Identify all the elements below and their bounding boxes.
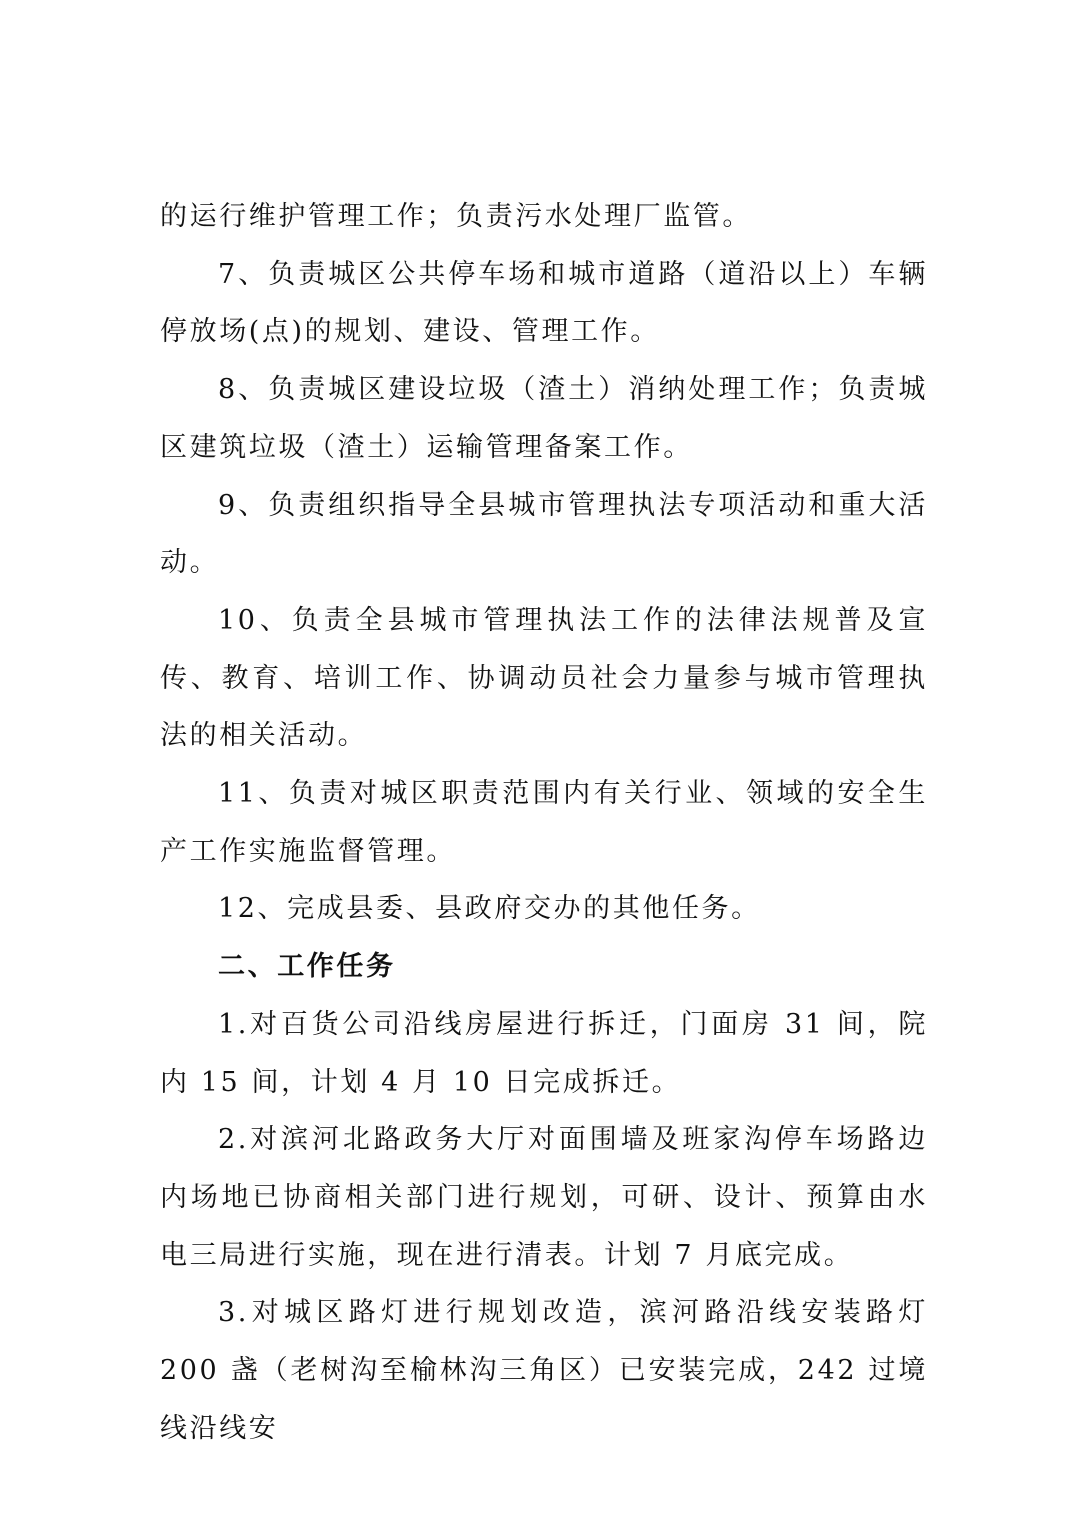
- document-body: [160, 188, 928, 1457]
- paragraph-item-10: 10、负责全县城市管理执法工作的法律法规普及宣传、教育、培训工作、协调动员社会力量参与城市管理执法的相关活动。: [160, 604, 928, 752]
- paragraph-continuation: 的运行维护管理工作；负责污水处理厂监管。: [160, 201, 752, 232]
- task-item-1: 1.对百货公司沿线房屋进行拆迁，门面房 31 间，院内 15 间，计划 4 月 10 日完成拆迁。: [160, 1008, 928, 1098]
- task-item-3: 3.对城区路灯进行规划改造，滨河路沿线安装路灯 200 盏（老树沟至榆林沟三角区）已安装完成，242 过境线沿线安: [160, 1297, 928, 1444]
- paragraph-item-9: 9、负责组织指导全县城市管理执法专项活动和重大活动。: [160, 489, 928, 579]
- paragraph-item-12: 12、完成县委、县政府交办的其他任务。: [218, 893, 761, 925]
- paragraph-item-7: 7、负责城区公共停车场和城市道路（道沿以上）车辆停放场(点)的规划、建设、管理工作。: [160, 258, 928, 348]
- task-item-2: 2.对滨河北路政务大厅对面围墙及班家沟停车场路边内场地已协商相关部门进行规划，可研、设计、预算由水电三局进行实施，现在进行清表。计划 7 月底完成。: [160, 1124, 928, 1271]
- section-heading: 二、工作任务: [218, 951, 396, 983]
- paragraph-item-11: 11、负责对城区职责范围内有关行业、领域的安全生产工作实施监督管理。: [160, 778, 928, 867]
- paragraph-item-8: 8、负责城区建设垃圾（渣土）消纳处理工作；负责城区建筑垃圾（渣土）运输管理备案工作。: [160, 374, 928, 463]
